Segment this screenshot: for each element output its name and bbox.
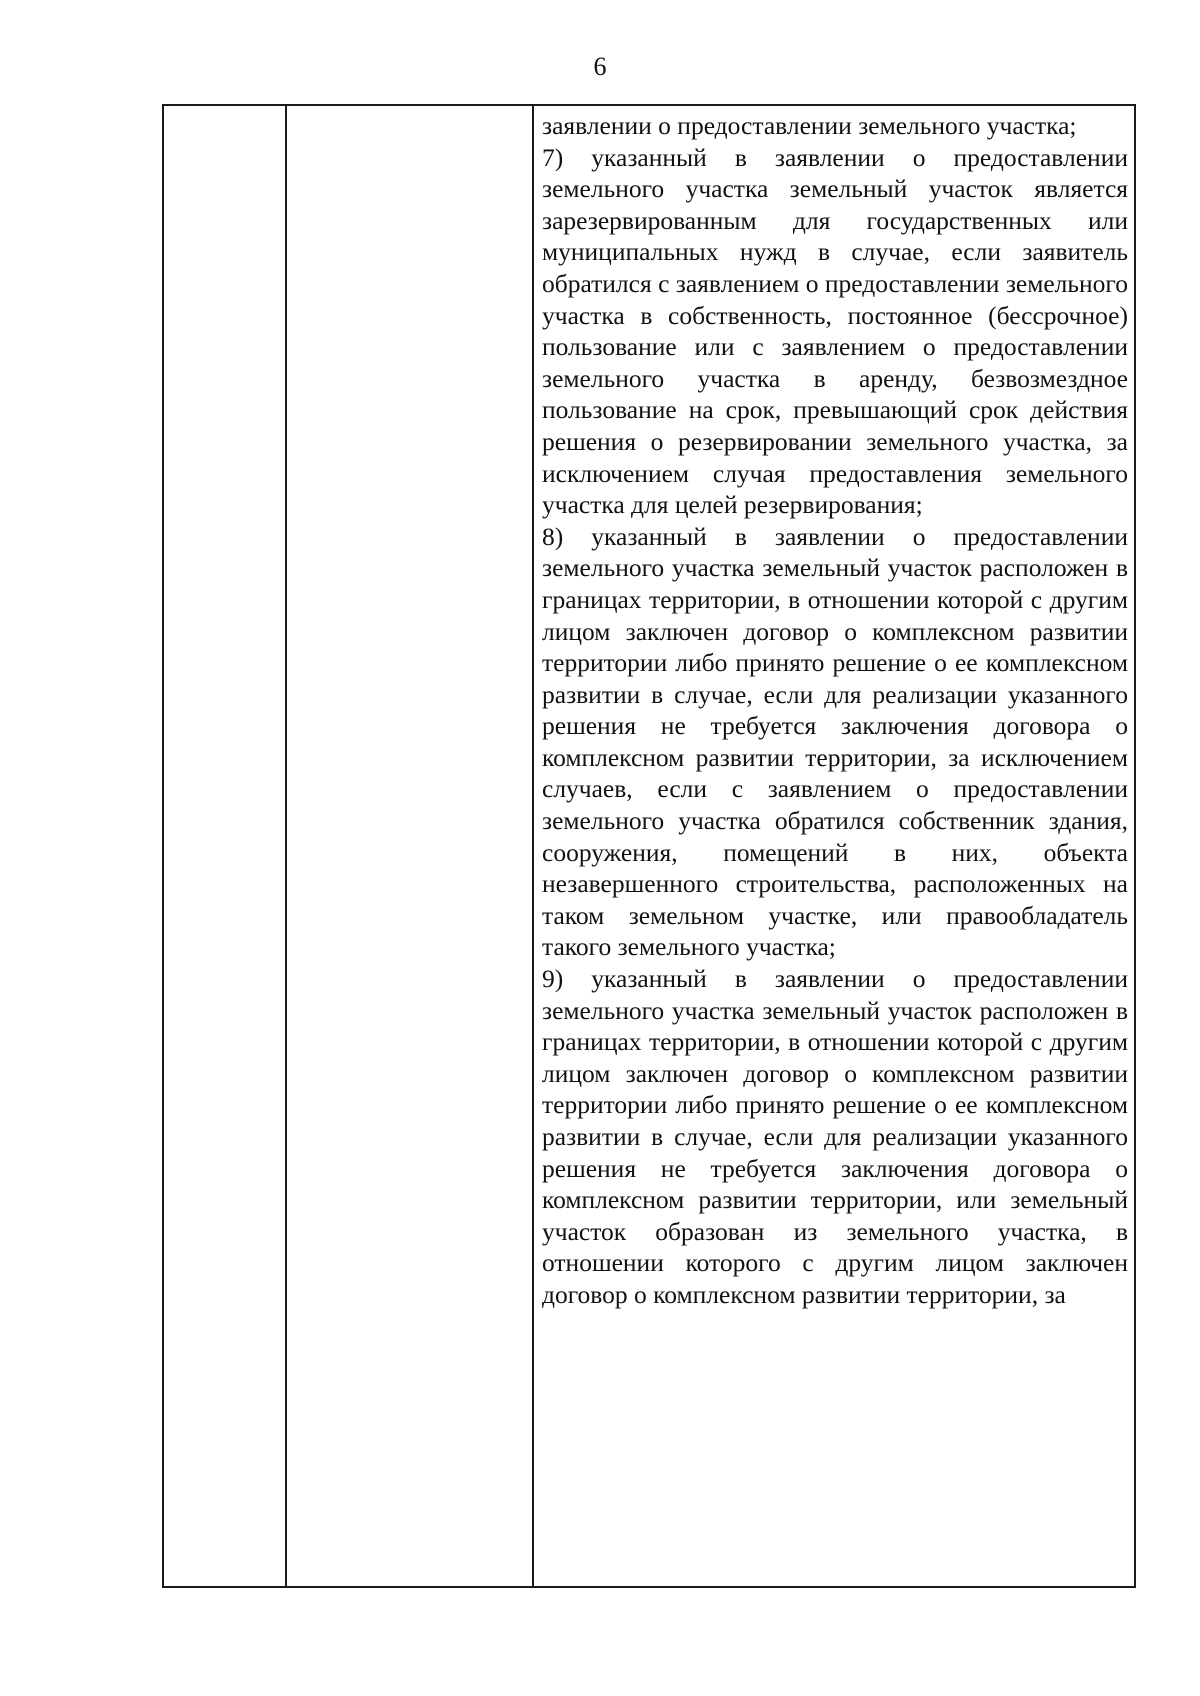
paragraph-continuation: заявлении о предоставлении земельного участка; (542, 111, 1077, 140)
paragraph-item-9: 9) указанный в заявлении о предоставлении земельного участка земельный участок расположен в границах территории, в отношении которой с другим лицом заключен договор о комплексном развитии территории либо принято решение о ее комплексном развитии в случае, если для реализации указанного решения не требуется заключения договора о комплексном развитии территории, или земельный участок образован из земельного участка, в отношении которого с другим лицом заключен договор о комплексном развитии территории, за (542, 964, 1128, 1309)
table-cell-grounds (533, 105, 1135, 1587)
grounds-text-block (534, 106, 1134, 1311)
document-table (162, 104, 1136, 1588)
table-cell-number-text (164, 106, 285, 110)
table-cell-name (286, 105, 533, 1587)
table-cell-name-text (287, 106, 532, 110)
table-cell-number (163, 105, 286, 1587)
table-row (163, 105, 1135, 1587)
paragraph-item-8: 8) указанный в заявлении о предоставлении земельного участка земельный участок расположен в границах территории, в отношении которой с другим лицом заключен договор о комплексном развитии территории либо принято решение о ее комплексном развитии в случае, если для реализации указанного решения не требуется заключения договора о комплексном развитии территории, за исключением случаев, если с заявлением о предоставлении земельного участка обратился собственник здания, сооружения, помещений в них, объекта незавершенного строительства, расположенных на таком земельном участке, или правообладатель такого земельного участка; (542, 521, 1128, 962)
paragraph-item-7: 7) указанный в заявлении о предоставлении земельного участка земельный участок является зарезервированным для государственных или муниципальных нужд в случае, если заявитель обратился с заявлением о предоставлении земельного участка в собственность, постоянное (бессрочное) пользование или с заявлением о предоставлении земельного участка в аренду, безвозмездное пользование на срок, превышающий срок действия решения о резервировании земельного участка, за исключением случая предоставления земельного участка для целей резервирования; (542, 142, 1128, 520)
page-number: 6 (593, 52, 607, 81)
